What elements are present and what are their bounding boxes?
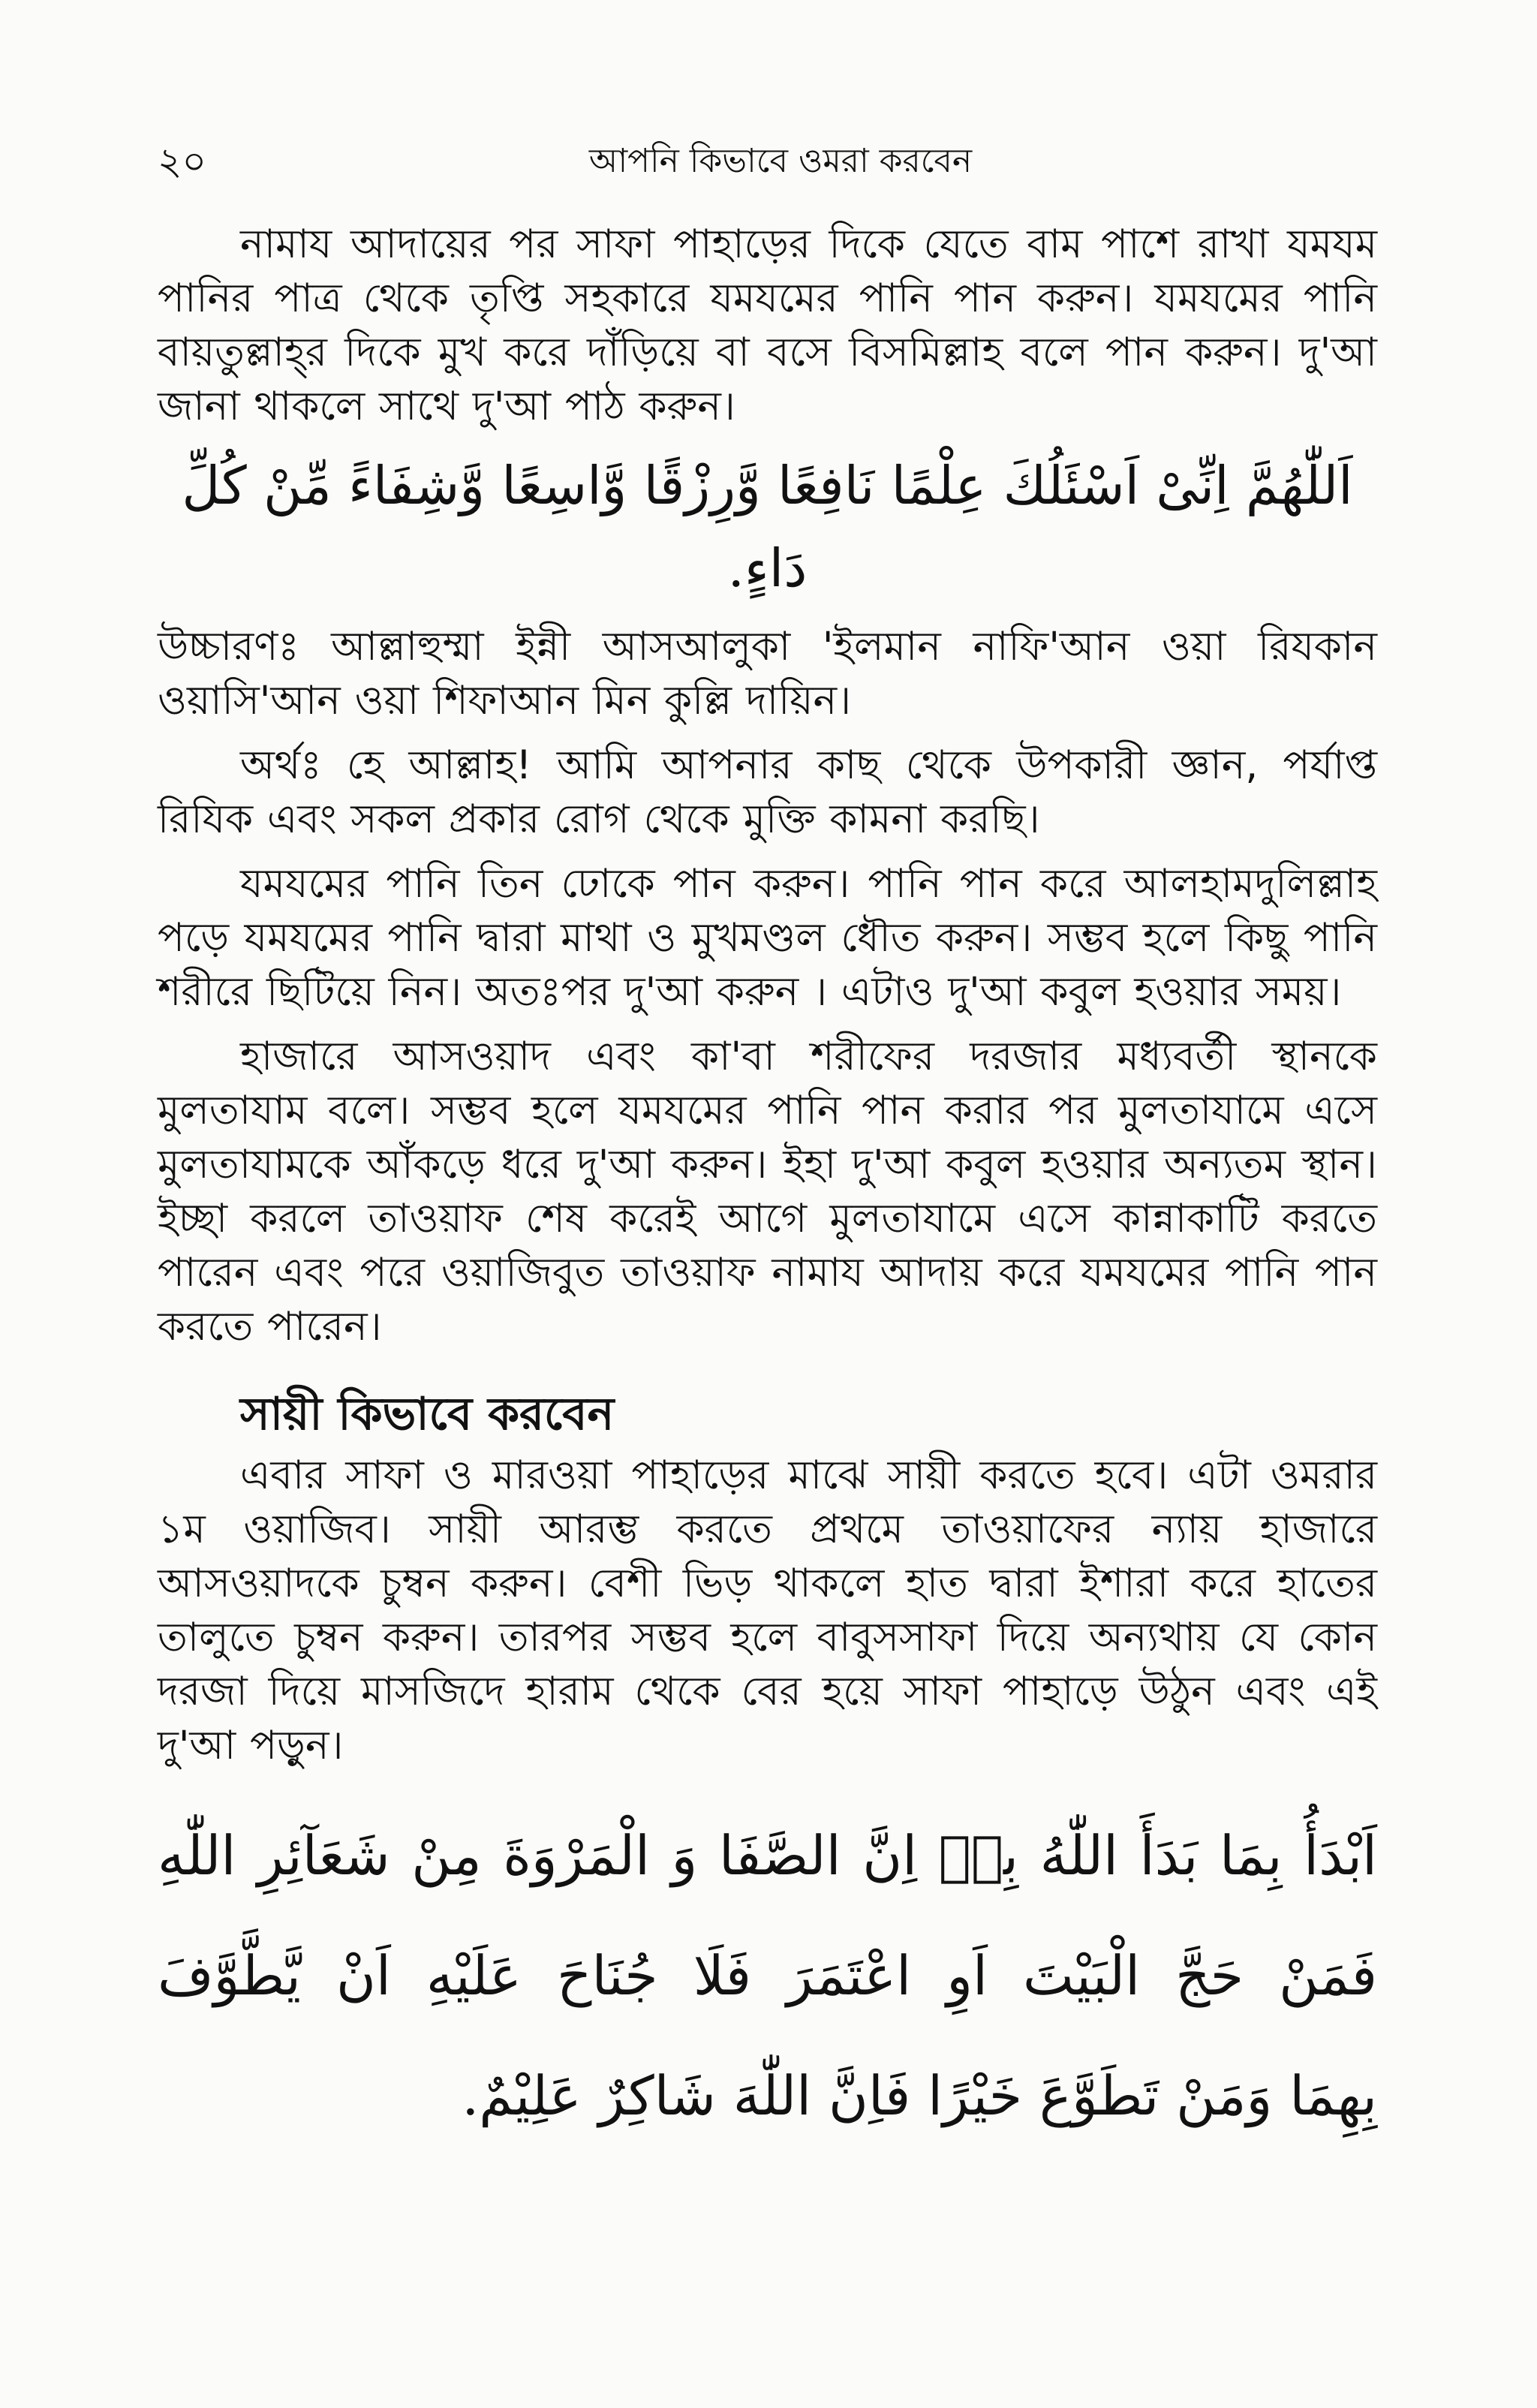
paragraph-sai-instructions: এবার সাফা ও মারওয়া পাহাড়ের মাঝে সায়ী করতে হবে। এটা ওমরার ১ম ওয়াজিব। সায়ী আরম্ভ করতে প্রথমে তাওয়াফের ন্যায় হাজারে আসওয়াদকে চুম্বন করুন। বেশী ভিড় থাকলে হাত দ্বারা ইশারা করে হাতের তালুতে চুম্বন করুন। তারপর সম্ভব হলে বাবুসসাফা দিয়ে অন্যথায় যে কোন দরজা দিয়ে মাসজিদে হারাম থেকে বের হয়ে সাফা পাহাড়ে উঠুন এবং এই দু'আ পড়ুন। — [158, 1452, 1377, 1768]
paragraph-three-sips: যমযমের পানি তিন ঢোকে পান করুন। পানি পান করে আলহামদুলিল্লাহ পড়ে যমযমের পানি দ্বারা মাথা ও মুখমণ্ডল ধৌত করুন। সম্ভব হলে কিছু পানি শরীরে ছিটিয়ে নিন। অতঃপর দু'আ করুন । এটাও দু'আ কবুল হওয়ার সময়। — [158, 861, 1377, 1015]
section-heading-sai: সায়ী কিভাবে করবেন — [240, 1388, 615, 1440]
paragraph-multazam: হাজারে আসওয়াদ এবং কা'বা শরীফের দরজার মধ্যবর্তী স্থানকে মুলতাযাম বলে। সম্ভব হলে যমযমের পানি পান করার পর মুলতাযামে এসে মুলতাযামকে আঁকড়ে ধরে দু'আ করুন। ইহা দু'আ কবুল হওয়ার অন্যতম স্থান। ইচ্ছা করলে তাওয়াফ শেষ করেই আগে মুলতাযামে এসে কান্নাকাটি করতে পারেন এবং পরে ওয়াজিবুত তাওয়াফ নামায আদায় করে যমযমের পানি পান করতে পারেন। — [158, 1034, 1377, 1350]
arabic-dua-line-1: اَبْدَأُ بِمَا بَدَأَ اللّٰهُ بِهٖ اِنَّ الصَّفَا وَ الْمَرْوَةَ مِنْ شَعَآئِرِ اللّٰهِ — [158, 1824, 1377, 1887]
page-header — [158, 135, 1373, 188]
page-body — [158, 218, 1377, 2156]
page-number: ২০ — [158, 140, 207, 183]
arabic-dua-safa — [158, 1795, 1377, 2156]
arabic-dua-line-2: فَمَنْ حَجَّ الْبَيْتَ اَوِ اعْتَمَرَ فَلَا جُنَاحَ عَلَيْهِ اَنْ يَّطَّوَّفَ — [158, 1944, 1377, 2007]
running-title: আপনি কিভাবে ওমরা করবেন — [588, 142, 973, 180]
paragraph-pronunciation: উচ্চারণঃ আল্লাহুম্মা ইন্নী আসআলুকা 'ইলমান নাফি'আন ওয়া রিযকান ওয়াসি'আন ওয়া শিফাআন মিন কুল্লি দায়িন। — [158, 624, 1377, 724]
arabic-dua-line-3: بِهِمَا وَمَنْ تَطَوَّعَ خَيْرًا فَاِنَّ اللّٰهَ شَاكِرٌ عَلِيْمٌ. — [462, 2064, 1377, 2127]
paragraph-meaning: অর্থঃ হে আল্লাহ! আমি আপনার কাছ থেকে উপকারী জ্ঞান, পর্যাপ্ত রিযিক এবং সকল প্রকার রোগ থেকে মুক্তি কামনা করছি। — [158, 742, 1377, 842]
paragraph-zamzam-drinking: নামায আদায়ের পর সাফা পাহাড়ের দিকে যেতে বাম পাশে রাখা যমযম পানির পাত্র থেকে তৃপ্তি সহকারে যমযমের পানি পান করুন। যমযমের পানি বায়তুল্লাহ্‌র দিকে মুখ করে দাঁড়িয়ে বা বসে বিসমিল্লাহ বলে পান করুন। দু'আ জানা থাকলে সাথে দু'আ পাঠ করুন। — [158, 221, 1377, 429]
arabic-dua-zamzam: اَللّٰهُمَّ اِنِّىْ اَسْئَلُكَ عِلْمًا نَافِعًا وَّرِزْقًا وَّاسِعًا وَّشِفَاءً مِّنْ كُلِّ دَاءٍ. — [182, 455, 1353, 599]
